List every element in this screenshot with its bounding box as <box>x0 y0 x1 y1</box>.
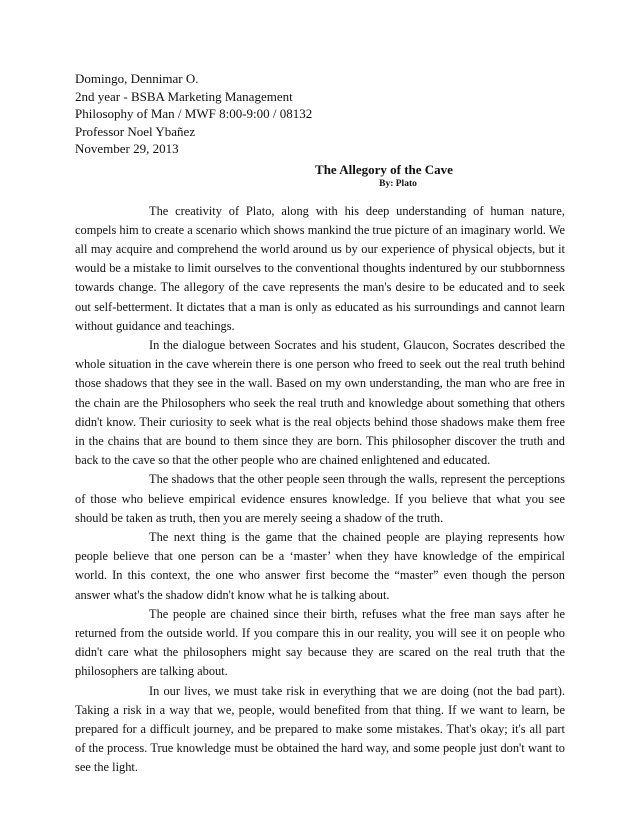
essay-body <box>75 202 565 778</box>
document-page <box>75 70 565 778</box>
subject-schedule: Philosophy of Man / MWF 8:00-9:00 / 08132 <box>75 106 313 121</box>
paragraph: The shadows that the other people seen through the walls, represent the perceptions of those who believe empirical evidence ensures knowledge. If you believe that what you see should be taken as truth, then you are merely seeing a shadow of the truth. <box>75 472 565 525</box>
paragraph: In our lives, we must take risk in everything that we are doing (not the bad part). Taking a risk in a way that we, people, would benefited from that thing. If we want to learn, be prepared for a difficult journey, and be prepared to make some mistakes. That's okay; it's all part of the process. True knowledge must be obtained the hard way, and some people just don't want to see the light. <box>75 683 565 775</box>
paragraph: The people are chained since their birth, refuses what the free man says after he returned from the outside world. If you compare this in our reality, you will see it on people who didn't care what the philosophers might say because they are scared on the real truth that the philosophers are talking about. <box>75 606 565 679</box>
student-name: Domingo, Dennimar O. <box>75 71 199 86</box>
paragraph: In the dialogue between Socrates and his student, Glaucon, Socrates described the whole situation in the cave wherein there is one person who freed to seek out the real truth behind those shadows that they see in the wall. Based on my own understanding, the man who are free in the chain are the Philosophers who seek the real truth and knowledge about something that others didn't know. Their curiosity to seek what is the real objects behind those shadows make them free in the chains that are bound to them since they are born. This philosopher discover the truth and back to the cave so that the other people who are chained enlightened and educated. <box>75 337 565 468</box>
student-info-header <box>75 70 565 158</box>
professor-name: Professor Noel Ybañez <box>75 123 196 139</box>
document-title: The Allegory of the Cave <box>315 161 453 177</box>
year-course: 2nd year - BSBA Marketing Management <box>75 88 293 104</box>
document-byline: By: Plato <box>379 178 417 189</box>
submission-date: November 29, 2013 <box>75 141 179 156</box>
paragraph: The creativity of Plato, along with his deep understanding of human nature, compels him to create a scenario which shows mankind the true picture of an imaginary world. We all may acquire and comprehend the world around us by our experience of physical objects, but it would be a mistake to limit ourselves to the conventional thoughts indentured by our stubbornness towards change. The allegory of the cave represents the man's desire to be educated and to seek out self-betterment. It dictates that a man is only as educated as his surroundings and cannot learn without guidance and teachings. <box>75 203 565 333</box>
paragraph: The next thing is the game that the chained people are playing represents how people believe that one person can be a ‘master’ when they have knowledge of the empirical world. In this context, the one who answer first become the “master” even though the person answer what's the shadow didn't know what he is talking about. <box>75 529 565 602</box>
title-block <box>75 161 565 191</box>
